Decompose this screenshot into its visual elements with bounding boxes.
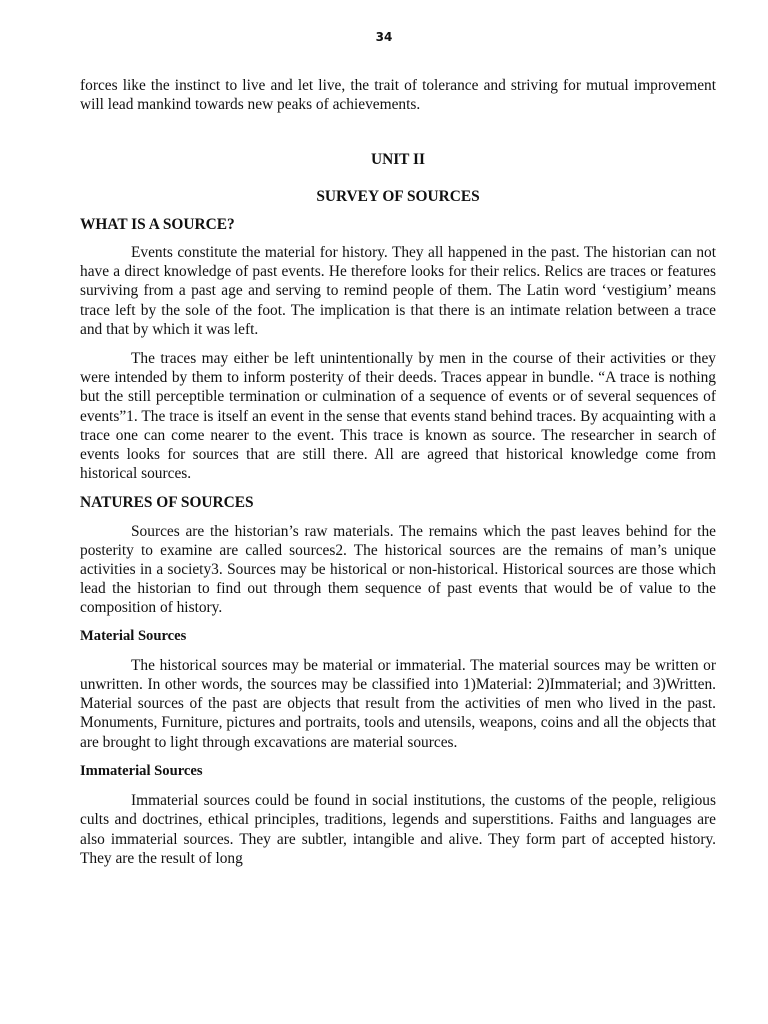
intro-paragraph: forces like the instinct to live and let live, the trait of tolerance and striving for mutual improvement will lead mankind towards new peaks of achievements. bbox=[80, 77, 716, 114]
paragraph-natures-1: Sources are the historian’s raw materials. The remains which the past leaves behind for the posterity to examine are called sources2. The historical sources are the remains of man’s unique activities in a society3. Sources may be historical or non-historical. Historical sources are those which lead the historian to find out through them sequence of past events that would be of value to the composition of history. bbox=[80, 522, 716, 617]
section-heading-what-is-source: WHAT IS A SOURCE? bbox=[80, 215, 235, 233]
paragraph-what-is-source-1: Events constitute the material for history. They all happened in the past. The historian can not have a direct knowledge of past events. He therefore looks for their relics. Relics are traces or features surviving from a past age and serving to remind people of them. The Latin word ‘vestigium’ means trace left by the sole of the foot. The implication is that there is an intimate relation between a trace and that by which it was left. bbox=[80, 244, 716, 338]
section-heading-immaterial: Immaterial Sources bbox=[80, 762, 203, 779]
page-number: 34 bbox=[375, 30, 393, 44]
document-body bbox=[80, 76, 716, 868]
paragraph-material-1: The historical sources may be material or immaterial. The material sources may be written or unwritten. In other words, the sources may be classified into 1)Material: 2)Immaterial; and 3)Written. Material sources of the past are objects that result from the activities of men who lived in the past. Monuments, Furniture, pictures and portraits, tools and utensils, weapons, coins and all the objects that are brought to light through excavations are material sources. bbox=[80, 656, 716, 751]
section-heading-natures: NATURES OF SOURCES bbox=[80, 494, 254, 512]
paragraph-immaterial-1: Immaterial sources could be found in social institutions, the customs of the people, religious cults and doctrines, ethical principles, traditions, legends and superstitions. Faiths and languages are also immaterial sources. They are subtler, intangible and alive. They form part of accepted history. They are the result of long bbox=[80, 792, 716, 867]
unit-title: SURVEY OF SOURCES bbox=[316, 187, 480, 205]
section-heading-material: Material Sources bbox=[80, 627, 187, 644]
unit-label: UNIT II bbox=[370, 151, 426, 169]
paragraph-what-is-source-2: The traces may either be left unintentionally by men in the course of their activities or they were intended by them to inform posterity of their deeds. Traces appear in bundle. “A trace is nothing but the still perceptible termination or culmination of a sequence of events or of several sequences of events”1. The trace is itself an event in the sense that events stand behind traces. By acquainting with a trace one can come nearer to the event. This trace is known as source. The researcher in search of events looks for sources that are still there. All are agreed that historical knowledge come from historical sources. bbox=[80, 350, 716, 483]
